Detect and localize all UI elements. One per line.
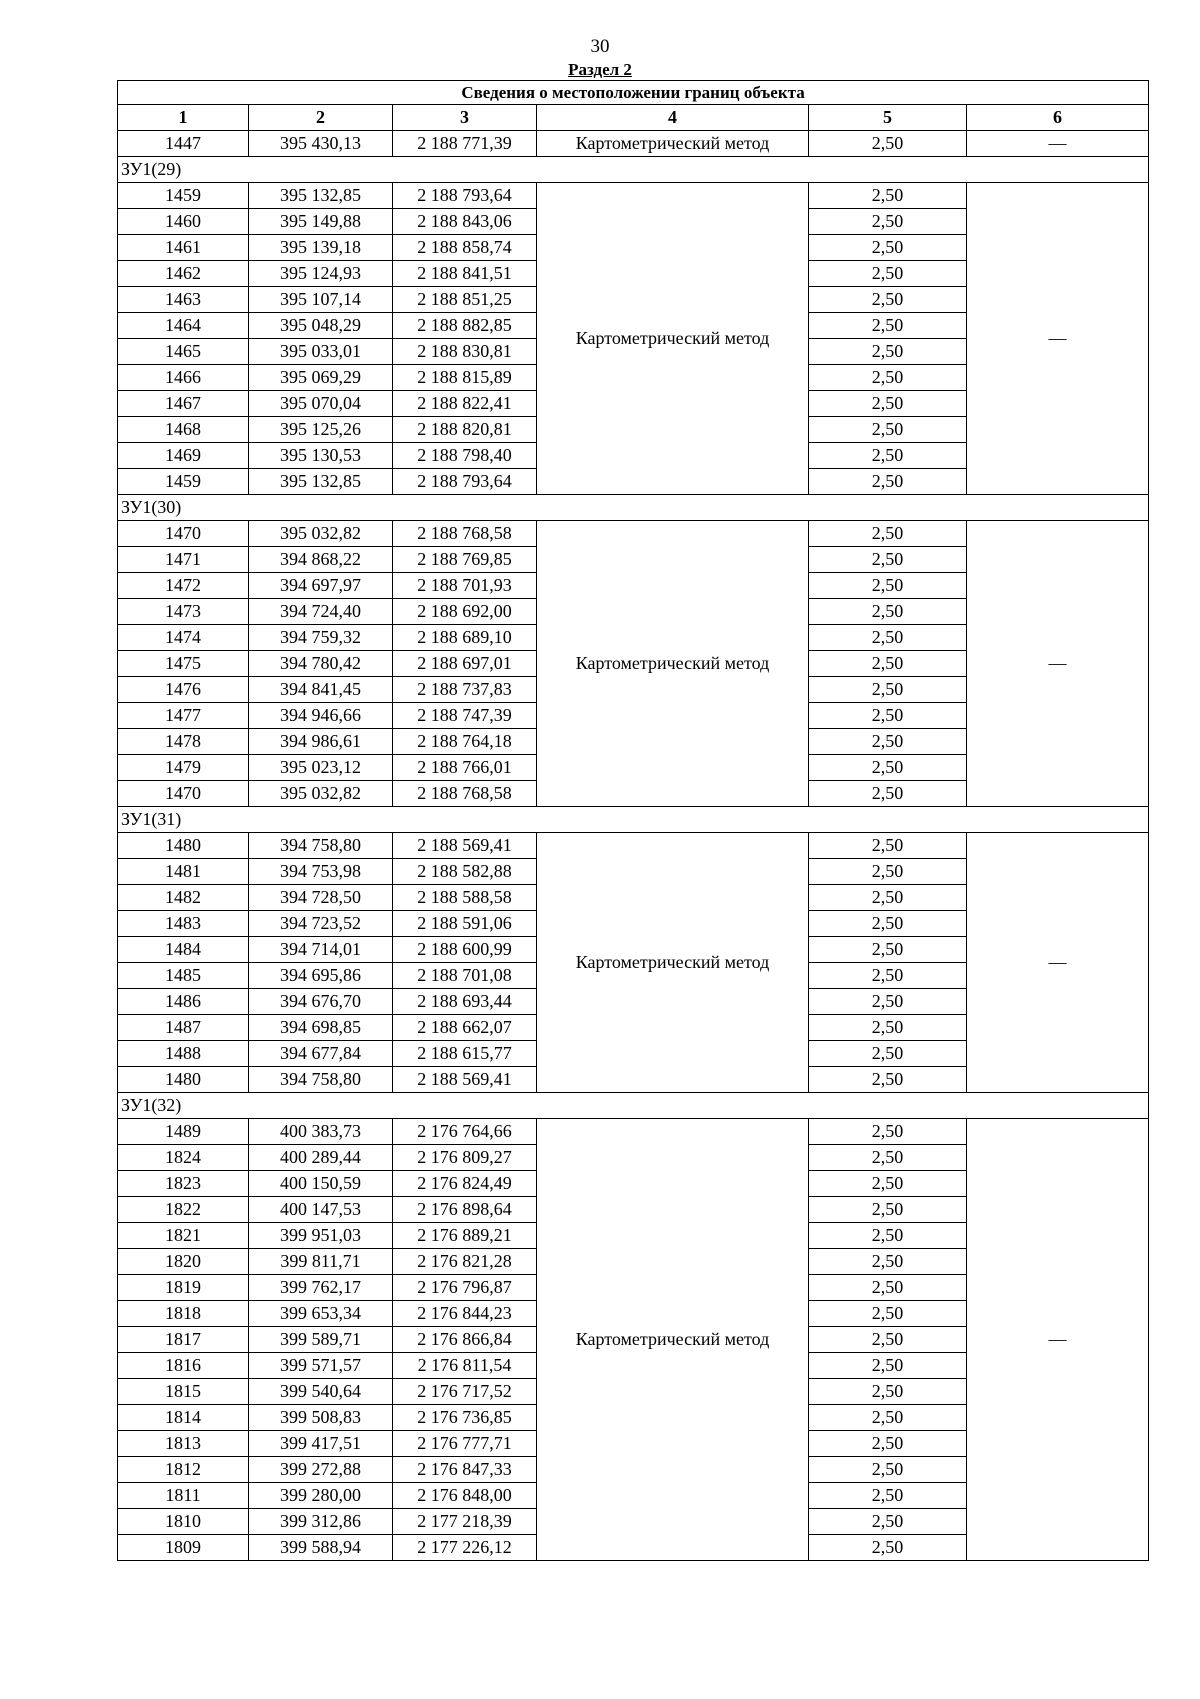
y-coordinate-cell: 2 188 820,81 — [393, 417, 537, 443]
point-number-cell: 1472 — [118, 573, 249, 599]
x-coordinate-cell: 399 811,71 — [249, 1249, 393, 1275]
accuracy-cell: 2,50 — [809, 1145, 967, 1171]
x-coordinate-cell: 395 032,82 — [249, 521, 393, 547]
group-name: ЗУ1(30) — [118, 495, 1149, 521]
accuracy-cell: 2,50 — [809, 1119, 967, 1145]
y-coordinate-cell: 2 176 821,28 — [393, 1249, 537, 1275]
page-number: 30 — [590, 36, 610, 57]
accuracy-cell: 2,50 — [809, 339, 967, 365]
x-coordinate-cell: 400 289,44 — [249, 1145, 393, 1171]
point-number-cell: 1459 — [118, 183, 249, 209]
note-cell: — — [967, 131, 1149, 157]
point-number-cell: 1816 — [118, 1353, 249, 1379]
column-header: 5 — [809, 105, 967, 131]
point-number-cell: 1480 — [118, 833, 249, 859]
x-coordinate-cell: 395 048,29 — [249, 313, 393, 339]
point-number-cell: 1815 — [118, 1379, 249, 1405]
y-coordinate-cell: 2 188 569,41 — [393, 1067, 537, 1093]
accuracy-cell: 2,50 — [809, 625, 967, 651]
accuracy-cell: 2,50 — [809, 521, 967, 547]
y-coordinate-cell: 2 188 768,58 — [393, 521, 537, 547]
column-header: 3 — [393, 105, 537, 131]
x-coordinate-cell: 395 125,26 — [249, 417, 393, 443]
accuracy-cell: 2,50 — [809, 833, 967, 859]
x-coordinate-cell: 400 383,73 — [249, 1119, 393, 1145]
x-coordinate-cell: 395 139,18 — [249, 235, 393, 261]
point-number-cell: 1475 — [118, 651, 249, 677]
y-coordinate-cell: 2 188 822,41 — [393, 391, 537, 417]
column-header: 1 — [118, 105, 249, 131]
accuracy-cell: 2,50 — [809, 989, 967, 1015]
y-coordinate-cell: 2 188 747,39 — [393, 703, 537, 729]
x-coordinate-cell: 394 677,84 — [249, 1041, 393, 1067]
point-number-cell: 1820 — [118, 1249, 249, 1275]
x-coordinate-cell: 395 132,85 — [249, 183, 393, 209]
point-number-cell: 1460 — [118, 209, 249, 235]
x-coordinate-cell: 399 272,88 — [249, 1457, 393, 1483]
note-cell: — — [967, 521, 1149, 807]
accuracy-cell: 2,50 — [809, 1015, 967, 1041]
group-name: ЗУ1(32) — [118, 1093, 1149, 1119]
accuracy-cell: 2,50 — [809, 1041, 967, 1067]
point-number-cell: 1486 — [118, 989, 249, 1015]
point-number-cell: 1480 — [118, 1067, 249, 1093]
accuracy-cell: 2,50 — [809, 911, 967, 937]
y-coordinate-cell: 2 188 793,64 — [393, 183, 537, 209]
accuracy-cell: 2,50 — [809, 651, 967, 677]
x-coordinate-cell: 395 069,29 — [249, 365, 393, 391]
point-number-cell: 1823 — [118, 1171, 249, 1197]
group-name: ЗУ1(31) — [118, 807, 1149, 833]
y-coordinate-cell: 2 188 569,41 — [393, 833, 537, 859]
x-coordinate-cell: 395 023,12 — [249, 755, 393, 781]
point-number-cell: 1476 — [118, 677, 249, 703]
y-coordinate-cell: 2 188 766,01 — [393, 755, 537, 781]
accuracy-cell: 2,50 — [809, 1327, 967, 1353]
point-number-cell: 1464 — [118, 313, 249, 339]
y-coordinate-cell: 2 188 793,64 — [393, 469, 537, 495]
point-number-cell: 1814 — [118, 1405, 249, 1431]
point-number-cell: 1479 — [118, 755, 249, 781]
y-coordinate-cell: 2 188 851,25 — [393, 287, 537, 313]
point-number-cell: 1824 — [118, 1145, 249, 1171]
y-coordinate-cell: 2 188 600,99 — [393, 937, 537, 963]
x-coordinate-cell: 394 758,80 — [249, 833, 393, 859]
note-cell: — — [967, 183, 1149, 495]
column-header: 4 — [537, 105, 809, 131]
table-header-row — [118, 105, 1149, 131]
table-row — [118, 833, 1149, 859]
point-number-cell: 1470 — [118, 521, 249, 547]
x-coordinate-cell: 399 571,57 — [249, 1353, 393, 1379]
method-cell: Картометрический метод — [537, 183, 809, 495]
point-number-cell: 1484 — [118, 937, 249, 963]
point-number-cell: 1465 — [118, 339, 249, 365]
y-coordinate-cell: 2 176 848,00 — [393, 1483, 537, 1509]
point-number-cell: 1485 — [118, 963, 249, 989]
accuracy-cell: 2,50 — [809, 729, 967, 755]
accuracy-cell: 2,50 — [809, 417, 967, 443]
point-number-cell: 1817 — [118, 1327, 249, 1353]
x-coordinate-cell: 394 946,66 — [249, 703, 393, 729]
point-number-cell: 1469 — [118, 443, 249, 469]
accuracy-cell: 2,50 — [809, 261, 967, 287]
column-header: 2 — [249, 105, 393, 131]
y-coordinate-cell: 2 176 847,33 — [393, 1457, 537, 1483]
y-coordinate-cell: 2 188 882,85 — [393, 313, 537, 339]
accuracy-cell: 2,50 — [809, 131, 967, 157]
point-number-cell: 1459 — [118, 469, 249, 495]
accuracy-cell: 2,50 — [809, 885, 967, 911]
point-number-cell: 1466 — [118, 365, 249, 391]
accuracy-cell: 2,50 — [809, 599, 967, 625]
accuracy-cell: 2,50 — [809, 443, 967, 469]
y-coordinate-cell: 2 176 824,49 — [393, 1171, 537, 1197]
y-coordinate-cell: 2 176 898,64 — [393, 1197, 537, 1223]
x-coordinate-cell: 395 130,53 — [249, 443, 393, 469]
accuracy-cell: 2,50 — [809, 1457, 967, 1483]
x-coordinate-cell: 395 149,88 — [249, 209, 393, 235]
point-number-cell: 1810 — [118, 1509, 249, 1535]
table-row — [118, 521, 1149, 547]
x-coordinate-cell: 394 695,86 — [249, 963, 393, 989]
point-number-cell: 1463 — [118, 287, 249, 313]
accuracy-cell: 2,50 — [809, 1223, 967, 1249]
x-coordinate-cell: 395 070,04 — [249, 391, 393, 417]
accuracy-cell: 2,50 — [809, 1405, 967, 1431]
y-coordinate-cell: 2 176 777,71 — [393, 1431, 537, 1457]
accuracy-cell: 2,50 — [809, 1171, 967, 1197]
y-coordinate-cell: 2 177 218,39 — [393, 1509, 537, 1535]
point-number-cell: 1468 — [118, 417, 249, 443]
point-number-cell: 1447 — [118, 131, 249, 157]
x-coordinate-cell: 399 653,34 — [249, 1301, 393, 1327]
x-coordinate-cell: 395 032,82 — [249, 781, 393, 807]
x-coordinate-cell: 394 758,80 — [249, 1067, 393, 1093]
accuracy-cell: 2,50 — [809, 963, 967, 989]
coordinates-table — [117, 80, 1149, 1561]
y-coordinate-cell: 2 188 768,58 — [393, 781, 537, 807]
y-coordinate-cell: 2 176 844,23 — [393, 1301, 537, 1327]
point-number-cell: 1489 — [118, 1119, 249, 1145]
x-coordinate-cell: 395 430,13 — [249, 131, 393, 157]
x-coordinate-cell: 399 588,94 — [249, 1535, 393, 1561]
y-coordinate-cell: 2 176 764,66 — [393, 1119, 537, 1145]
x-coordinate-cell: 394 697,97 — [249, 573, 393, 599]
accuracy-cell: 2,50 — [809, 1301, 967, 1327]
point-number-cell: 1483 — [118, 911, 249, 937]
accuracy-cell: 2,50 — [809, 365, 967, 391]
x-coordinate-cell: 399 951,03 — [249, 1223, 393, 1249]
x-coordinate-cell: 394 868,22 — [249, 547, 393, 573]
section-title: Раздел 2 — [568, 60, 632, 79]
group-header-row — [118, 1093, 1149, 1119]
x-coordinate-cell: 395 033,01 — [249, 339, 393, 365]
x-coordinate-cell: 394 676,70 — [249, 989, 393, 1015]
y-coordinate-cell: 2 188 843,06 — [393, 209, 537, 235]
y-coordinate-cell: 2 188 830,81 — [393, 339, 537, 365]
point-number-cell: 1462 — [118, 261, 249, 287]
point-number-cell: 1481 — [118, 859, 249, 885]
x-coordinate-cell: 399 589,71 — [249, 1327, 393, 1353]
point-number-cell: 1471 — [118, 547, 249, 573]
point-number-cell: 1482 — [118, 885, 249, 911]
y-coordinate-cell: 2 188 769,85 — [393, 547, 537, 573]
point-number-cell: 1474 — [118, 625, 249, 651]
y-coordinate-cell: 2 188 771,39 — [393, 131, 537, 157]
x-coordinate-cell: 394 724,40 — [249, 599, 393, 625]
table-title: Сведения о местоположении границ объекта — [118, 81, 1149, 105]
point-number-cell: 1488 — [118, 1041, 249, 1067]
accuracy-cell: 2,50 — [809, 287, 967, 313]
point-number-cell: 1487 — [118, 1015, 249, 1041]
x-coordinate-cell: 399 508,83 — [249, 1405, 393, 1431]
y-coordinate-cell: 2 188 815,89 — [393, 365, 537, 391]
column-header: 6 — [967, 105, 1149, 131]
point-number-cell: 1477 — [118, 703, 249, 729]
y-coordinate-cell: 2 188 737,83 — [393, 677, 537, 703]
accuracy-cell: 2,50 — [809, 209, 967, 235]
method-cell: Картометрический метод — [537, 833, 809, 1093]
y-coordinate-cell: 2 188 588,58 — [393, 885, 537, 911]
y-coordinate-cell: 2 176 811,54 — [393, 1353, 537, 1379]
accuracy-cell: 2,50 — [809, 1275, 967, 1301]
note-cell: — — [967, 1119, 1149, 1561]
group-header-row — [118, 495, 1149, 521]
x-coordinate-cell: 394 714,01 — [249, 937, 393, 963]
method-cell: Картометрический метод — [537, 1119, 809, 1561]
y-coordinate-cell: 2 177 226,12 — [393, 1535, 537, 1561]
accuracy-cell: 2,50 — [809, 1431, 967, 1457]
y-coordinate-cell: 2 188 798,40 — [393, 443, 537, 469]
accuracy-cell: 2,50 — [809, 1483, 967, 1509]
accuracy-cell: 2,50 — [809, 755, 967, 781]
x-coordinate-cell: 395 107,14 — [249, 287, 393, 313]
x-coordinate-cell: 394 728,50 — [249, 885, 393, 911]
group-name: ЗУ1(29) — [118, 157, 1149, 183]
accuracy-cell: 2,50 — [809, 1509, 967, 1535]
accuracy-cell: 2,50 — [809, 547, 967, 573]
point-number-cell: 1467 — [118, 391, 249, 417]
group-header-row — [118, 157, 1149, 183]
accuracy-cell: 2,50 — [809, 1353, 967, 1379]
y-coordinate-cell: 2 176 889,21 — [393, 1223, 537, 1249]
x-coordinate-cell: 399 417,51 — [249, 1431, 393, 1457]
y-coordinate-cell: 2 188 662,07 — [393, 1015, 537, 1041]
accuracy-cell: 2,50 — [809, 1249, 967, 1275]
accuracy-cell: 2,50 — [809, 469, 967, 495]
accuracy-cell: 2,50 — [809, 1067, 967, 1093]
table-title-row — [118, 81, 1149, 105]
x-coordinate-cell: 394 759,32 — [249, 625, 393, 651]
x-coordinate-cell: 394 986,61 — [249, 729, 393, 755]
point-number-cell: 1813 — [118, 1431, 249, 1457]
x-coordinate-cell: 394 753,98 — [249, 859, 393, 885]
x-coordinate-cell: 395 124,93 — [249, 261, 393, 287]
point-number-cell: 1822 — [118, 1197, 249, 1223]
accuracy-cell: 2,50 — [809, 859, 967, 885]
y-coordinate-cell: 2 176 809,27 — [393, 1145, 537, 1171]
y-coordinate-cell: 2 188 689,10 — [393, 625, 537, 651]
y-coordinate-cell: 2 176 736,85 — [393, 1405, 537, 1431]
x-coordinate-cell: 394 841,45 — [249, 677, 393, 703]
point-number-cell: 1809 — [118, 1535, 249, 1561]
point-number-cell: 1478 — [118, 729, 249, 755]
point-number-cell: 1819 — [118, 1275, 249, 1301]
method-cell: Картометрический метод — [537, 131, 809, 157]
coordinates-table-body — [118, 81, 1149, 1561]
y-coordinate-cell: 2 176 796,87 — [393, 1275, 537, 1301]
y-coordinate-cell: 2 188 582,88 — [393, 859, 537, 885]
group-header-row — [118, 807, 1149, 833]
accuracy-cell: 2,50 — [809, 313, 967, 339]
x-coordinate-cell: 400 147,53 — [249, 1197, 393, 1223]
x-coordinate-cell: 399 762,17 — [249, 1275, 393, 1301]
accuracy-cell: 2,50 — [809, 183, 967, 209]
table-row — [118, 131, 1149, 157]
x-coordinate-cell: 399 312,86 — [249, 1509, 393, 1535]
y-coordinate-cell: 2 188 693,44 — [393, 989, 537, 1015]
y-coordinate-cell: 2 176 717,52 — [393, 1379, 537, 1405]
y-coordinate-cell: 2 176 866,84 — [393, 1327, 537, 1353]
x-coordinate-cell: 399 280,00 — [249, 1483, 393, 1509]
point-number-cell: 1812 — [118, 1457, 249, 1483]
x-coordinate-cell: 394 723,52 — [249, 911, 393, 937]
y-coordinate-cell: 2 188 615,77 — [393, 1041, 537, 1067]
table-row — [118, 183, 1149, 209]
table-row — [118, 1119, 1149, 1145]
y-coordinate-cell: 2 188 701,08 — [393, 963, 537, 989]
x-coordinate-cell: 394 780,42 — [249, 651, 393, 677]
note-cell: — — [967, 833, 1149, 1093]
x-coordinate-cell: 394 698,85 — [249, 1015, 393, 1041]
y-coordinate-cell: 2 188 858,74 — [393, 235, 537, 261]
accuracy-cell: 2,50 — [809, 391, 967, 417]
x-coordinate-cell: 399 540,64 — [249, 1379, 393, 1405]
accuracy-cell: 2,50 — [809, 1535, 967, 1561]
accuracy-cell: 2,50 — [809, 573, 967, 599]
accuracy-cell: 2,50 — [809, 781, 967, 807]
point-number-cell: 1470 — [118, 781, 249, 807]
y-coordinate-cell: 2 188 697,01 — [393, 651, 537, 677]
accuracy-cell: 2,50 — [809, 703, 967, 729]
point-number-cell: 1811 — [118, 1483, 249, 1509]
x-coordinate-cell: 400 150,59 — [249, 1171, 393, 1197]
method-cell: Картометрический метод — [537, 521, 809, 807]
y-coordinate-cell: 2 188 701,93 — [393, 573, 537, 599]
point-number-cell: 1473 — [118, 599, 249, 625]
y-coordinate-cell: 2 188 591,06 — [393, 911, 537, 937]
point-number-cell: 1818 — [118, 1301, 249, 1327]
accuracy-cell: 2,50 — [809, 1197, 967, 1223]
y-coordinate-cell: 2 188 692,00 — [393, 599, 537, 625]
point-number-cell: 1821 — [118, 1223, 249, 1249]
y-coordinate-cell: 2 188 841,51 — [393, 261, 537, 287]
x-coordinate-cell: 395 132,85 — [249, 469, 393, 495]
accuracy-cell: 2,50 — [809, 937, 967, 963]
accuracy-cell: 2,50 — [809, 1379, 967, 1405]
accuracy-cell: 2,50 — [809, 677, 967, 703]
accuracy-cell: 2,50 — [809, 235, 967, 261]
y-coordinate-cell: 2 188 764,18 — [393, 729, 537, 755]
point-number-cell: 1461 — [118, 235, 249, 261]
